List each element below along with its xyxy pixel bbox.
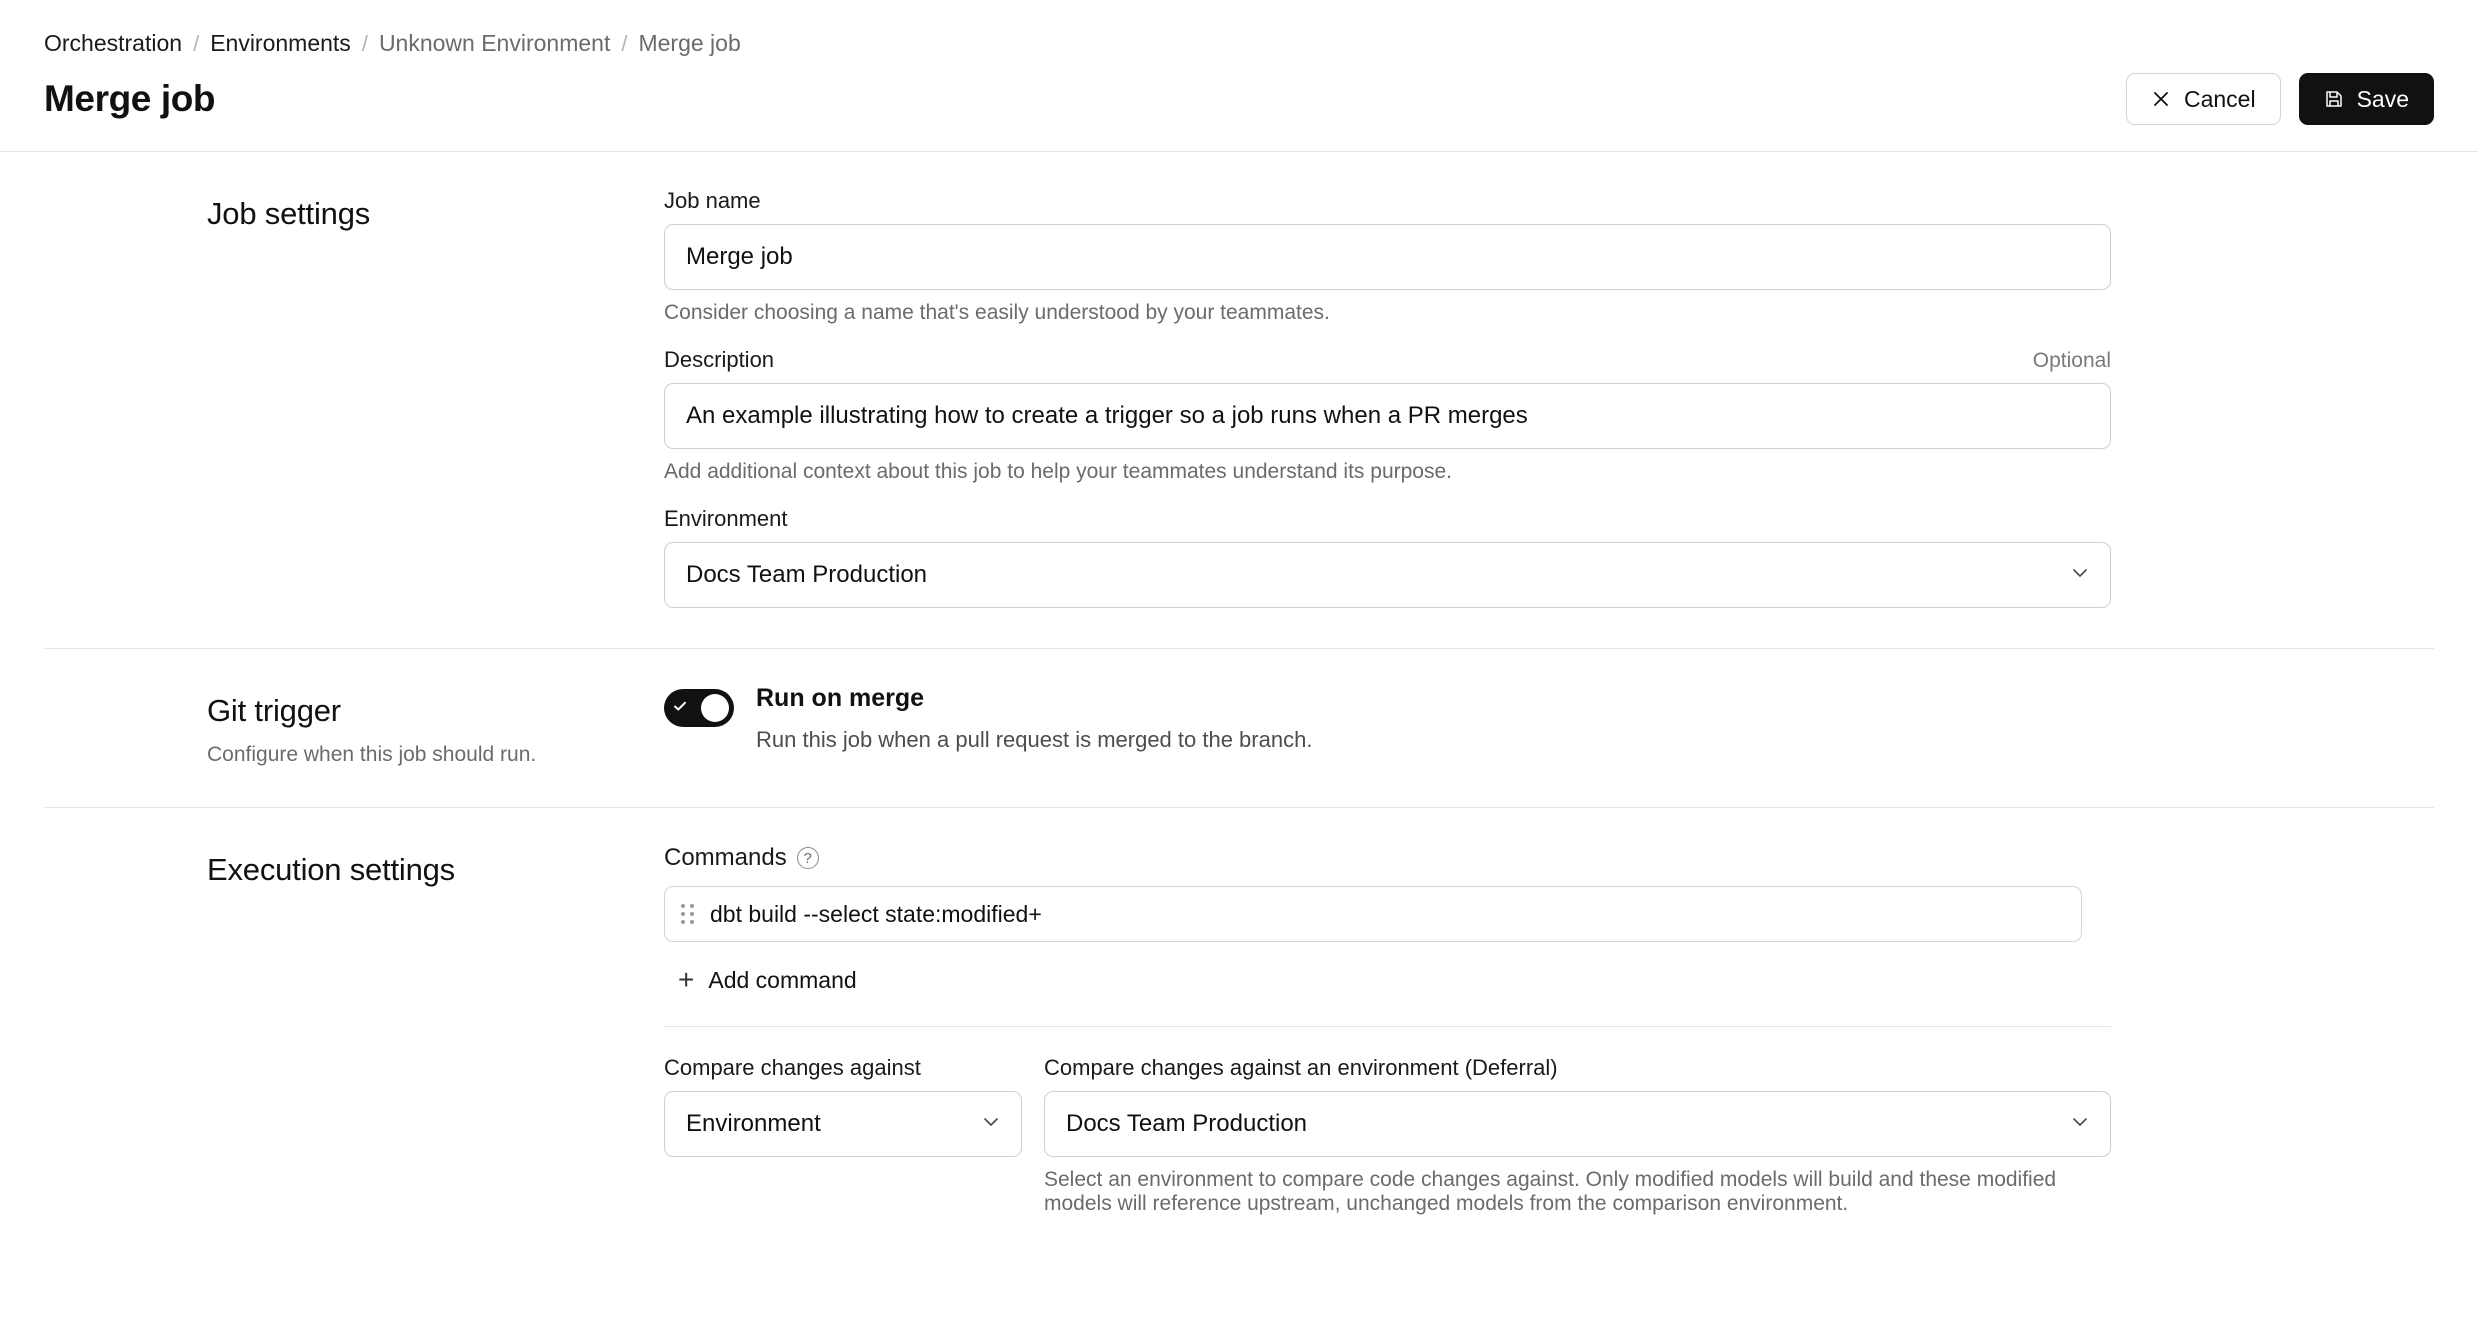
compare-against-label: Compare changes against xyxy=(664,1055,921,1080)
run-on-merge-text xyxy=(756,685,1312,753)
add-command-button[interactable] xyxy=(678,966,857,994)
environment-select-wrap xyxy=(664,542,2111,608)
header-actions xyxy=(2126,73,2434,125)
compare-environment-label: Compare changes against an environment (Deferral) xyxy=(1044,1055,1558,1080)
commands-label-row xyxy=(664,844,2111,872)
page-title: Merge job xyxy=(44,78,216,119)
execution-divider xyxy=(664,1026,2111,1027)
breadcrumb-separator: / xyxy=(361,30,368,56)
job-name-input[interactable] xyxy=(664,224,2111,290)
environment-select[interactable] xyxy=(664,542,2111,608)
job-name-label: Job name xyxy=(664,188,761,213)
breadcrumb-separator: / xyxy=(621,30,628,56)
breadcrumb-item-orchestration[interactable]: Orchestration xyxy=(44,30,183,56)
field-environment xyxy=(664,506,2111,608)
drag-handle-icon[interactable] xyxy=(681,904,694,924)
breadcrumb-item-unknown-environment[interactable]: Unknown Environment xyxy=(378,30,611,56)
plus-icon: + xyxy=(678,964,695,995)
close-icon xyxy=(2151,89,2171,109)
section-execution-settings xyxy=(44,807,2434,1256)
section-title-job-settings: Job settings xyxy=(207,196,371,231)
job-name-help: Consider choosing a name that's easily understood by your teammates. xyxy=(664,301,1330,324)
field-compare-against xyxy=(664,1055,1022,1216)
save-disk-icon xyxy=(2324,89,2344,109)
commands-label: Commands xyxy=(664,844,787,871)
cancel-button[interactable] xyxy=(2126,73,2281,125)
page-content xyxy=(0,152,2478,1256)
page-header xyxy=(0,55,2478,152)
section-job-settings xyxy=(44,152,2434,648)
section-git-trigger xyxy=(44,648,2434,807)
compare-environment-select-wrap xyxy=(1044,1091,2111,1157)
run-on-merge-toggle[interactable] xyxy=(664,689,734,727)
run-on-merge-description: Run this job when a pull request is merged to the branch. xyxy=(756,726,1313,752)
description-input[interactable] xyxy=(664,383,2111,449)
section-job-settings-body xyxy=(664,188,2111,608)
section-execution-settings-body xyxy=(664,844,2111,1216)
compare-row xyxy=(664,1055,2111,1216)
field-compare-environment xyxy=(1044,1055,2111,1216)
breadcrumb-item-environments[interactable]: Environments xyxy=(210,30,351,56)
breadcrumb-separator: / xyxy=(193,30,200,56)
compare-environment-select[interactable] xyxy=(1044,1091,2111,1157)
compare-against-select[interactable] xyxy=(664,1091,1022,1157)
save-button[interactable] xyxy=(2299,73,2434,125)
command-text[interactable]: dbt build --select state:modified+ xyxy=(710,900,1042,927)
section-job-settings-header xyxy=(44,188,664,232)
section-title-git-trigger: Git trigger xyxy=(207,693,341,728)
field-description xyxy=(664,347,2111,484)
environment-select-value: Docs Team Production xyxy=(686,561,928,588)
run-on-merge-title: Run on merge xyxy=(756,684,925,712)
compare-against-select-wrap xyxy=(664,1091,1022,1157)
section-git-trigger-header xyxy=(44,685,664,767)
section-sub-git-trigger: Configure when this job should run. xyxy=(207,743,537,766)
section-execution-settings-header xyxy=(44,844,664,888)
compare-against-select-value: Environment xyxy=(686,1110,821,1137)
description-help: Add additional context about this job to help your teammates understand its purpose. xyxy=(664,460,1452,483)
compare-environment-help: Select an environment to compare code changes against. Only modified models will build and these modified models will reference upstream, unchanged models from the comparison environment. xyxy=(1044,1168,2057,1215)
command-row[interactable] xyxy=(664,886,2082,942)
cancel-button-label: Cancel xyxy=(2183,85,2256,112)
help-circle-icon[interactable]: ? xyxy=(797,847,819,869)
description-optional-badge: Optional xyxy=(2032,349,2111,372)
compare-environment-select-value: Docs Team Production xyxy=(1066,1110,1308,1137)
save-button-label: Save xyxy=(2356,85,2409,112)
run-on-merge-row xyxy=(664,685,2111,753)
description-label: Description xyxy=(664,347,775,372)
breadcrumb xyxy=(0,0,2478,55)
check-icon xyxy=(672,698,688,719)
add-command-label: Add command xyxy=(708,966,857,993)
field-job-name xyxy=(664,188,2111,325)
environment-label: Environment xyxy=(664,506,788,531)
toggle-knob xyxy=(701,694,729,722)
section-git-trigger-body xyxy=(664,685,2111,753)
breadcrumb-item-merge-job: Merge job xyxy=(638,30,741,56)
section-title-execution-settings: Execution settings xyxy=(207,852,455,887)
